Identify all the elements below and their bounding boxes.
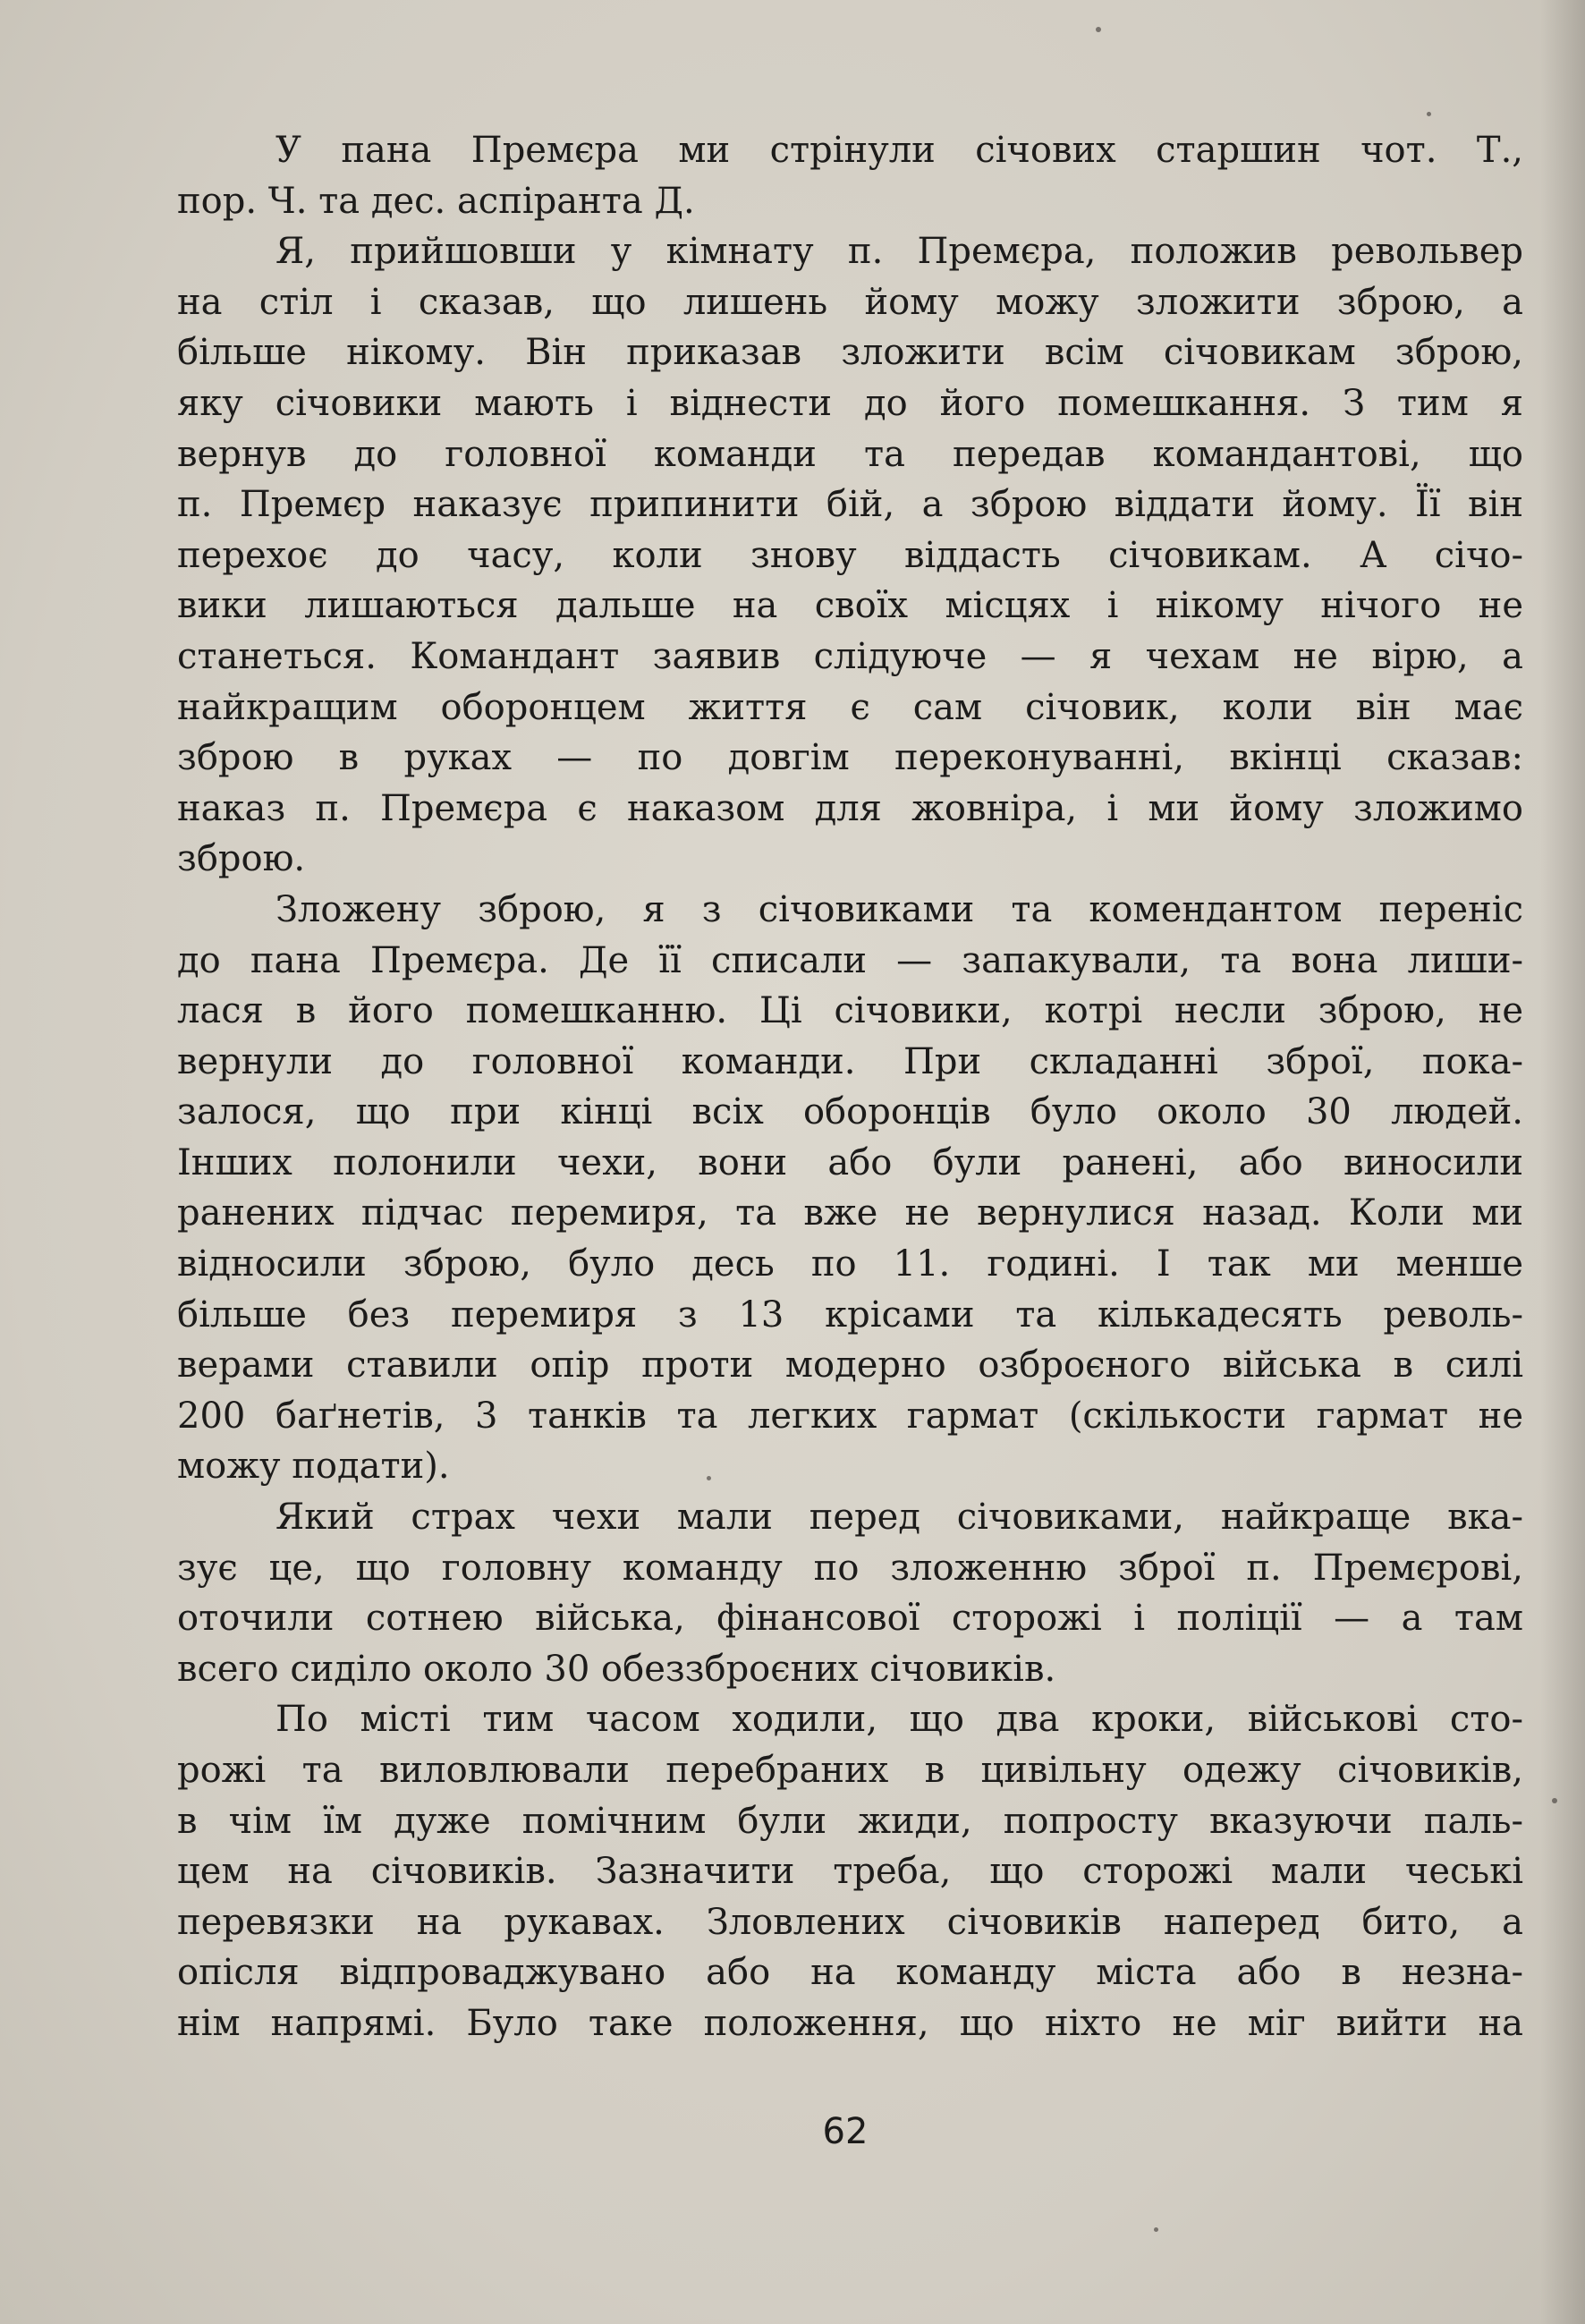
paper-speck (1096, 27, 1101, 32)
body-text (177, 125, 1523, 2049)
text-line: вернув до головної команди та передав командантові, що (177, 433, 1523, 475)
paper-speck (707, 1476, 711, 1480)
text-line: до пана Премєра. Де її списали — запакували, та вона лиши- (177, 939, 1523, 981)
text-line: на стіл і сказав, що лишень йому можу зложити зброю, а (177, 281, 1523, 323)
paragraph-4 (177, 1492, 1523, 1694)
paragraph-3 (177, 885, 1523, 1492)
paragraph-2 (177, 226, 1523, 885)
text-line: залося, що при кінці всіх оборонців було около 30 людей. (177, 1091, 1523, 1133)
text-line: 200 баґнетів, 3 танків та легких гармат (скількости гармат не (177, 1395, 1523, 1437)
text-line: Який страх чехи мали перед січовиками, найкраще вка- (275, 1497, 1523, 1539)
text-line: Інших полонили чехи, вони або були ранені, або виносили (177, 1141, 1523, 1183)
paper-speck (1154, 2227, 1158, 2232)
text-line: рожі та виловлювали перебраних в цивільну одежу січовиків, (177, 1750, 1523, 1791)
text-line: зброю. (177, 838, 306, 880)
text-line: перехоє до часу, коли знову віддасть січовикам. А січо- (177, 534, 1523, 576)
text-line: вернули до головної команди. При складанні зброї, пока- (177, 1040, 1523, 1082)
text-line: нім напрямі. Було таке положення, що ніхто не міг вийти на (177, 2002, 1523, 2044)
text-line: відносили зброю, було десь по 11. годині. І так ми менше (177, 1243, 1523, 1285)
paper-speck (1552, 1798, 1557, 1803)
text-line: станеться. Командант заявив слідуюче — я чехам не вірю, а (177, 635, 1523, 677)
text-line: зброю в руках — по довгім переконуванні, вкінці сказав: (177, 737, 1523, 779)
text-line: вики лишаються дальше на своїх місцях і нікому нічого не (177, 585, 1523, 627)
paragraph-1 (177, 125, 1523, 226)
text-line: оточили сотнею війська, фінансової сторожі і поліції — а там (177, 1598, 1523, 1640)
text-line: перевязки на рукавах. Зловлених січовиків наперед бито, а (177, 1901, 1523, 1943)
page-number: 62 (822, 2111, 869, 2152)
text-line: лася в його помешканню. Ці січовики, котрі несли зброю, не (177, 990, 1523, 1032)
text-line: п. Премєр наказує припинити бій, а зброю віддати йому. Її він (177, 484, 1523, 526)
text-line: всего сиділо около 30 обеззброєних січовиків. (177, 1648, 1056, 1690)
text-line: більше нікому. Він приказав зложити всім січовикам зброю, (177, 332, 1523, 374)
text-line: По місті тим часом ходили, що два кроки, військові сто- (275, 1699, 1523, 1741)
text-line: опісля відпроваджувано або на команду міста або в незна- (177, 1952, 1523, 1994)
text-line: яку січовики мають і віднести до його помешкання. З тим я (177, 382, 1523, 424)
text-line: зує це, що головну команду по зложенню зброї п. Премєрові, (177, 1547, 1523, 1589)
text-line: в чім їм дуже помічним були жиди, попросту вказуючи паль- (177, 1800, 1523, 1842)
text-line: цем на січовиків. Зазначити треба, що сторожі мали чеські (177, 1851, 1523, 1893)
text-line: ранених підчас перемиря, та вже не вернулися назад. Коли ми (177, 1192, 1523, 1234)
text-line: У пана Премєра ми стрінули січових старшин чот. Т., (275, 130, 1523, 171)
text-line: Зложену зброю, я з січовиками та комендантом переніс (275, 888, 1523, 930)
text-line: верами ставили опір проти модерно озброєного війська в силі (177, 1344, 1523, 1387)
text-line: пор. Ч. та дес. аспіранта Д. (177, 180, 695, 222)
paragraph-5 (177, 1694, 1523, 2048)
text-line: можу подати). (177, 1446, 450, 1488)
paper-speck (1427, 112, 1431, 116)
text-line: Я, прийшовши у кімнату п. Премєра, положив револьвер (275, 231, 1523, 273)
text-line: найкращим оборонцем життя є сам січовик, коли він має (177, 686, 1523, 728)
text-line: наказ п. Премєра є наказом для жовніра, і ми йому зложимо (177, 787, 1523, 829)
page-edge-shadow (1540, 0, 1585, 2324)
text-line: більше без перемиря з 13 крісами та кількадесять револь- (177, 1293, 1523, 1336)
